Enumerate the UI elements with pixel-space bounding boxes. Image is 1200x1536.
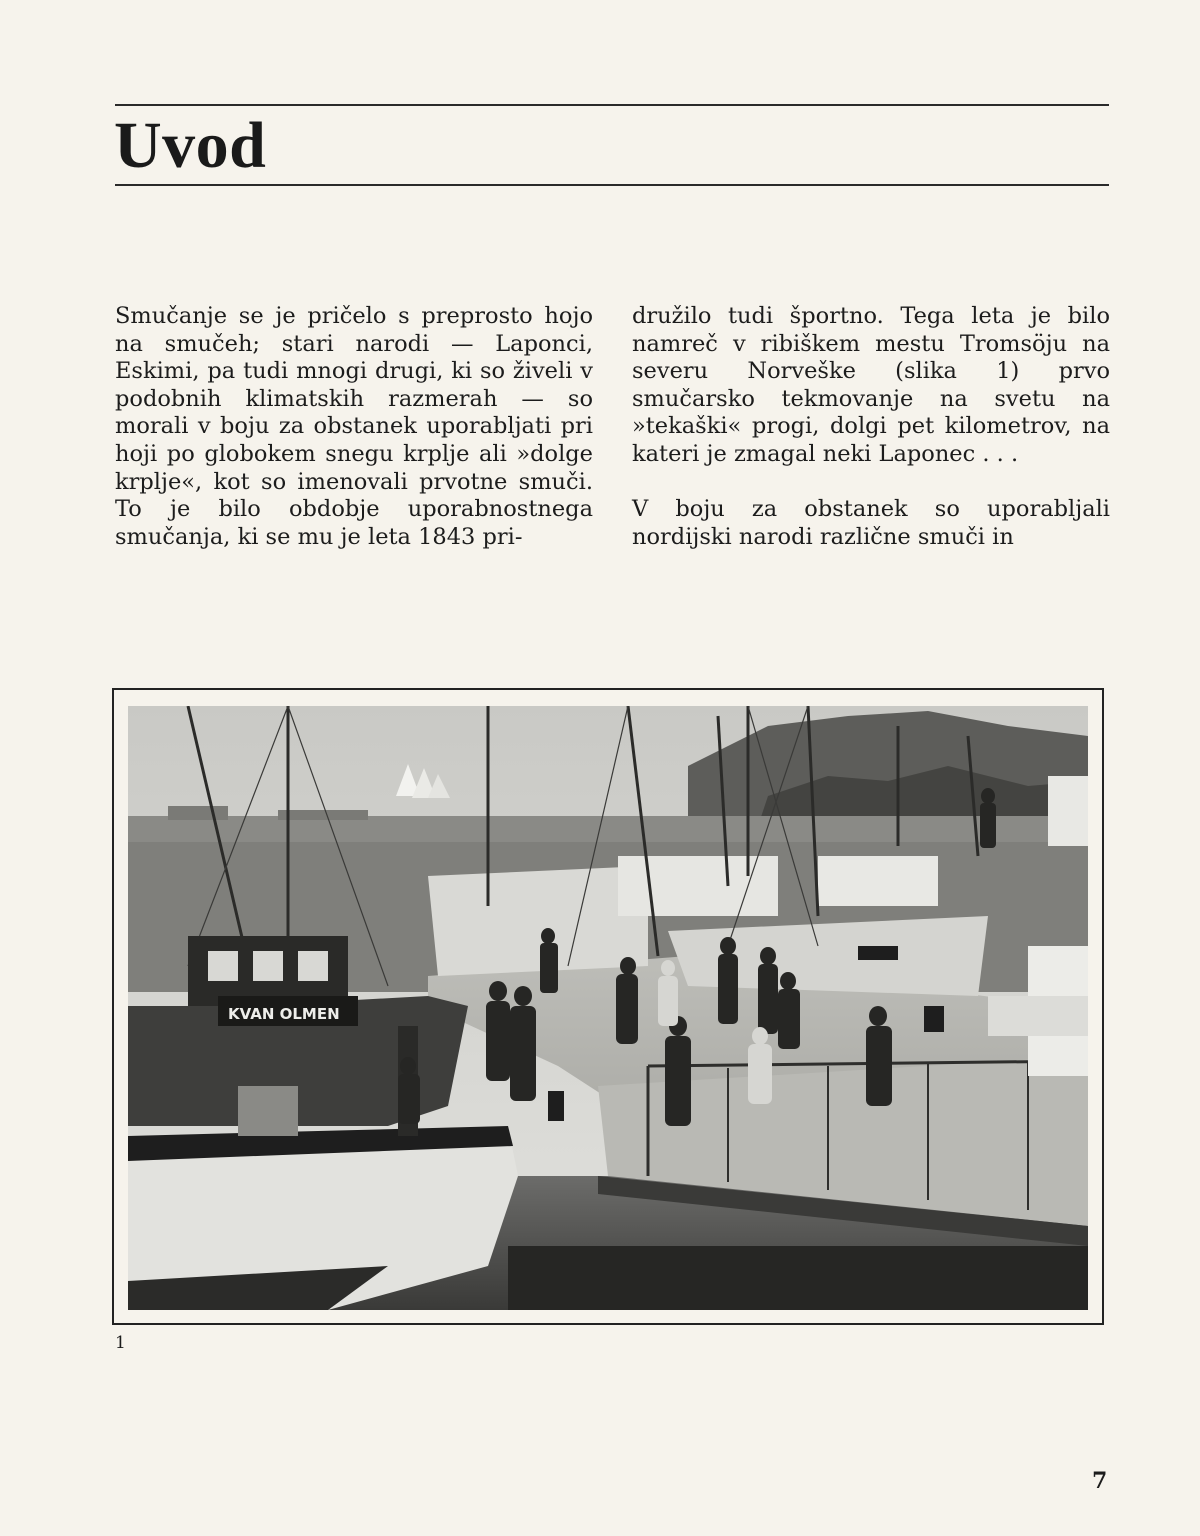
paragraph-right-2: V boju za obstanek so uporabljali nordijski narodi različne smuči in	[632, 496, 1110, 550]
page-number: 7	[1092, 1468, 1108, 1494]
harbor-photo	[128, 706, 1088, 1310]
heading-top-rule	[115, 104, 1109, 106]
boat-name-text: KVAN OLMEN	[228, 1005, 340, 1023]
heading-bottom-rule	[115, 184, 1109, 186]
figure-frame	[112, 688, 1104, 1325]
chapter-heading: Uvod	[114, 109, 267, 182]
text-column-right	[632, 303, 1110, 551]
figure-number: 1	[115, 1333, 126, 1353]
paragraph-left: Smučanje se je pričelo s preprosto hojo na smučeh; stari narodi — Laponci, Eskimi, pa tudi mnogi drugi, ki so živeli v podobnih klimatskih razmerah — so morali v boju za obstanek uporabljati pri hoji po globokem snegu krplje ali »dolge krplje«, kot so imenovali prvotne smuči. To je bilo obdobje uporabnostnega smučanja, ki se mu je leta 1843 pri-	[115, 303, 593, 550]
text-column-left	[115, 303, 593, 551]
paragraph-right-1: družilo tudi športno. Tega leta je bilo namreč v ribiškem mestu Tromsöju na severu Norveške (slika 1) prvo smučarsko tekmovanje na svetu na »tekaški« progi, dolgi pet kilometrov, na kateri je zmagal neki Laponec . . .	[632, 303, 1110, 467]
